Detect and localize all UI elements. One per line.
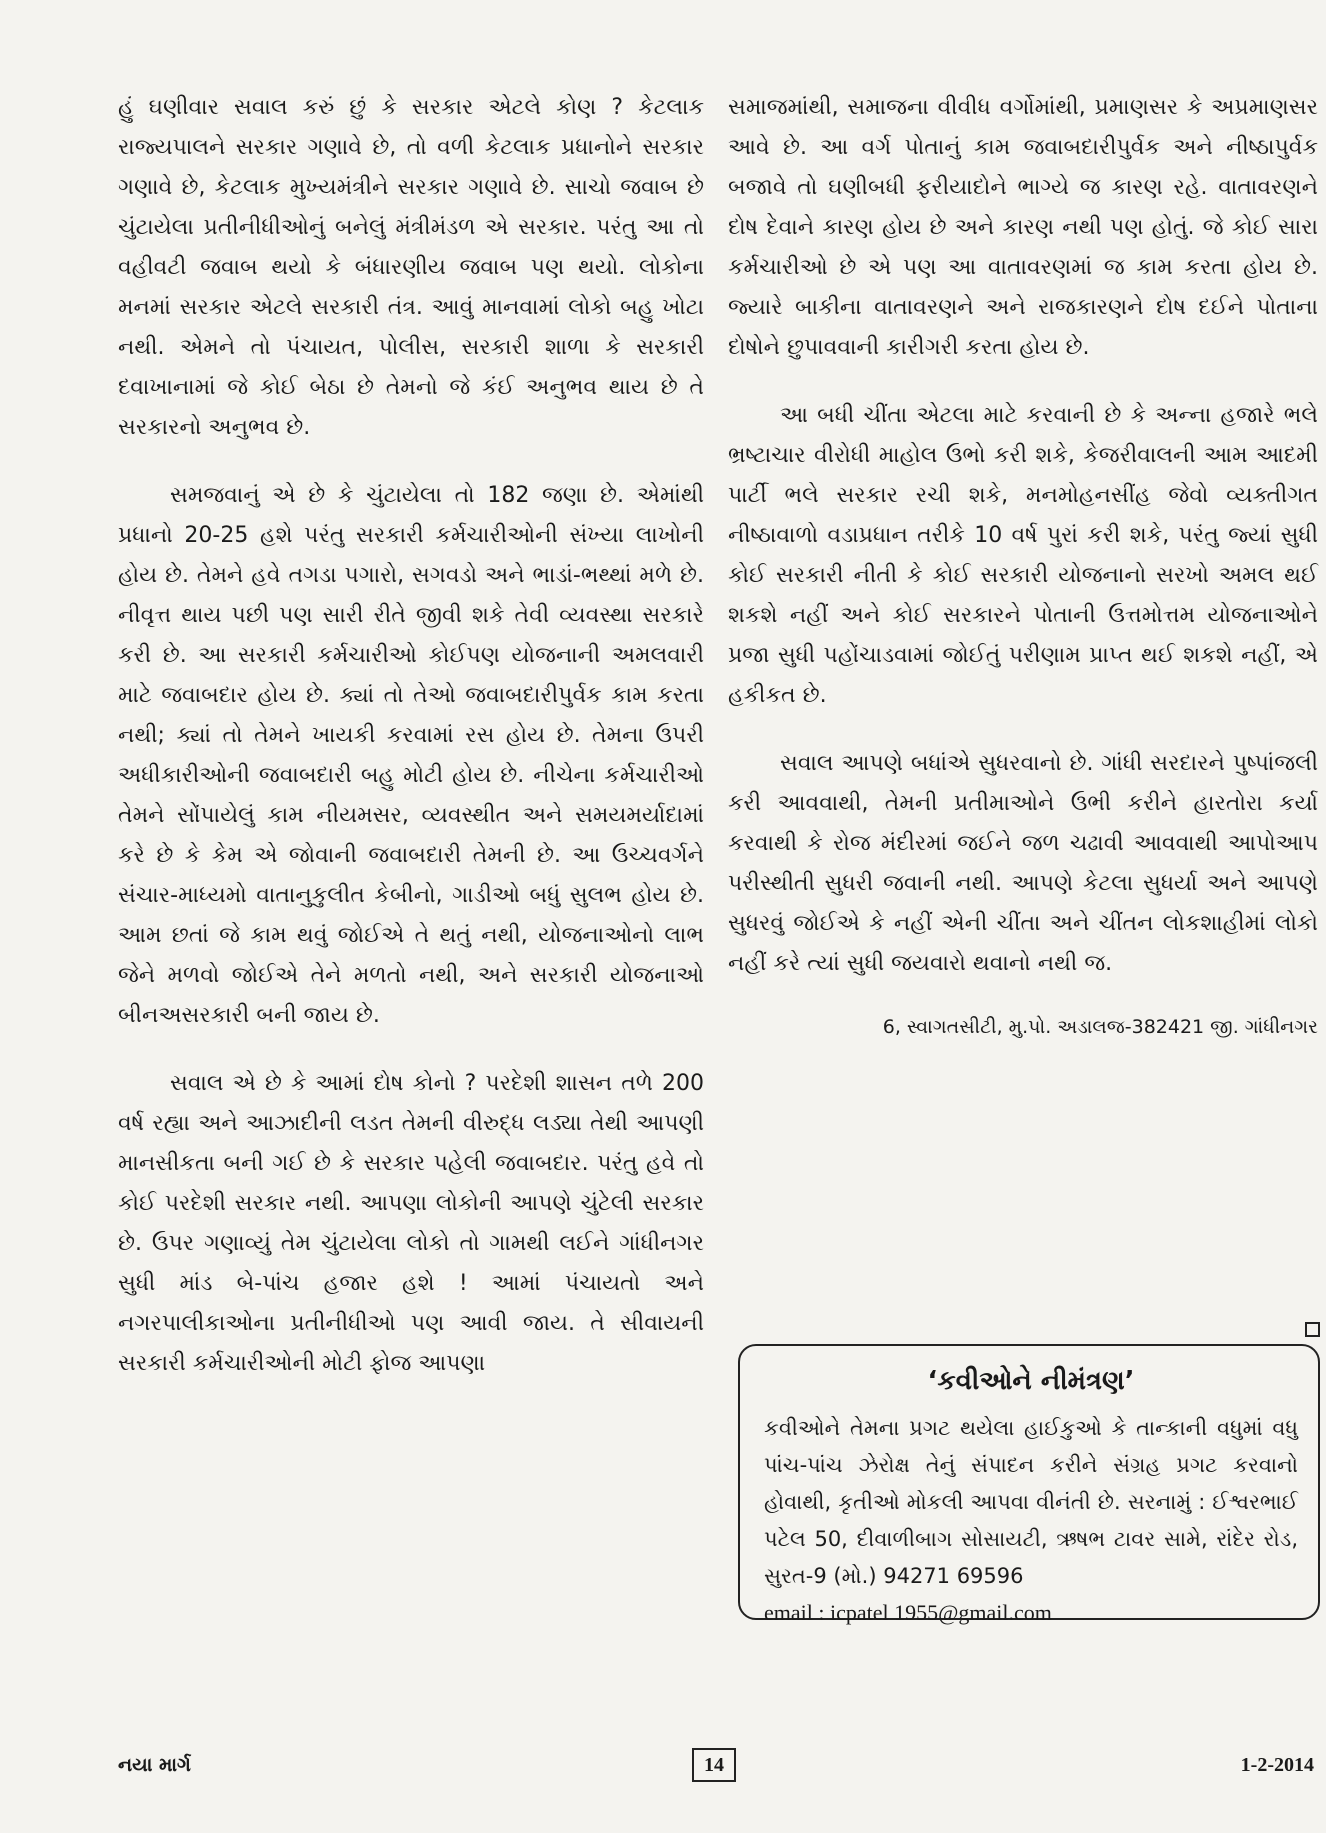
right-column — [728, 88, 1318, 1042]
left-column — [118, 88, 704, 1412]
invitation-email: email : icpatel 1955@gmail.com — [764, 1600, 1052, 1625]
article-paragraph: આ બધી ચીંતા એટલા માટે કરવાની છે કે અન્ના હજારે ભલે ભ્રષ્ટાચાર વીરોધી માહોલ ઉભો કરી શકે, કેજરીવાલની આમ આદમી પાર્ટી ભલે સરકાર રચી શકે, મનમોહનસીંહ જેવો વ્યક્તીગત નીષ્ઠાવાળો વડાપ્રધાન તરીકે 10 વર્ષ પુરાં કરી શકે, પરંતુ જ્યાં સુધી કોઈ સરકારી નીતી કે કોઈ સરકારી યોજનાનો સરખો અમલ થઈ શકશે નહીં અને કોઈ સરકારને પોતાની ઉત્તમોત્તમ યોજનાઓને પ્રજા સુધી પહોંચાડવામાં જોઈતું પરીણામ પ્રાપ્ત થઈ શકશે નહીં, એ હકીકત છે. — [728, 403, 1318, 708]
page-footer — [118, 1746, 1318, 1786]
invitation-title: ‘કવીઓને નીમંત્રણ’ — [927, 1366, 1135, 1396]
article-paragraph: સવાલ આપણે બધાંએ સુધરવાનો છે. ગાંધી સરદારને પુષ્પાંજલી કરી આવવાથી, તેમની પ્રતીમાઓને ઉભી કરીને હારતોરા કર્યા કરવાથી કે રોજ મંદીરમાં જઈને જળ ચઢાવી આવવાથી આપોઆપ પરીસ્થીતી સુધરી જવાની નથી. આપણે કેટલા સુધર્યા અને આપણે સુધરવું જોઈએ કે નહીં એની ચીંતા અને ચીંતન લોકશાહીમાં લોકો નહીં કરે ત્યાં સુધી જયવારો થવાનો નથી જ. — [728, 751, 1318, 976]
article-paragraph: હું ઘણીવાર સવાલ કરું છું કે સરકાર એટલે કોણ ? કેટલાક રાજ્યપાલને સરકાર ગણાવે છે, તો વળી કેટલાક પ્રધાનોને સરકાર ગણાવે છે, કેટલાક મુખ્યમંત્રીને સરકાર ગણાવે છે. સાચો જવાબ છે ચુંટાયેલા પ્રતીનીધીઓનું બનેલું મંત્રીમંડળ એ સરકાર. પરંતુ આ તો વહીવટી જવાબ થયો કે બંધારણીય જવાબ પણ થયો. લોકોના મનમાં સરકાર એટલે સરકારી તંત્ર. આવું માનવામાં લોકો બહુ ખોટા નથી. એમને તો પંચાયત, પોલીસ, સરકારી શાળા કે સરકારી દવાખાનામાં જે કોઈ બેઠા છે તેમનો જે કંઈ અનુભવ થાય છે તે સરકારનો અનુભવ છે. — [118, 95, 704, 440]
article-paragraph: સમજવાનું એ છે કે ચુંટાયેલા તો 182 જણા છે. એમાંથી પ્રધાનો 20-25 હશે પરંતુ સરકારી કર્મચારીઓની સંખ્યા લાખોની હોય છે. તેમને હવે તગડા પગારો, સગવડો અને ભાડાં-ભથ્થાં મળે છે. નીવૃત્ત થાય પછી પણ સારી રીતે જીવી શકે તેવી વ્યવસ્થા સરકારે કરી છે. આ સરકારી કર્મચારીઓ કોઈપણ યોજનાની અમલવારી માટે જવાબદાર હોય છે. ક્યાં તો તેઓ જવાબદારીપુર્વક કામ કરતા નથી; ક્યાં તો તેમને ખાયકી કરવામાં રસ હોય છે. તેમના ઉપરી અધીકારીઓની જવાબદારી બહુ મોટી હોય છે. નીચેના કર્મચારીઓ તેમને સોંપાયેલું કામ નીયમસર, વ્યવસ્થીત અને સમયમર્યાદામાં કરે છે કે કેમ એ જોવાની જવાબદારી તેમની છે. આ ઉચ્ચવર્ગને સંચાર-માધ્યમો વાતાનુકુલીત કેબીનો, ગાડીઓ બધું સુલભ હોય છે. આમ છતાં જે કામ થવું જોઈએ તે થતું નથી, યોજનાઓનો લાભ જેને મળવો જોઈએ તેને મળતો નથી, અને સરકારી યોજનાઓ બીનઅસરકારી બની જાય છે. — [118, 483, 704, 1028]
page-number: 14 — [692, 1748, 736, 1782]
invitation-box — [738, 1344, 1320, 1625]
issue-date: 1-2-2014 — [1240, 1754, 1314, 1776]
magazine-name: નયા માર્ગ — [118, 1754, 191, 1776]
article-paragraph: સવાલ એ છે કે આમાં દોષ કોનો ? પરદેશી શાસન તળે 200 વર્ષ રહ્યા અને આઝાદીની લડત તેમની વીરુદ્ધ લડ્યા તેથી આપણી માનસીકતા બની ગઈ છે કે સરકાર પહેલી જવાબદાર. પરંતુ હવે તો કોઈ પરદેશી સરકાર નથી. આપણા લોકોની આપણે ચુંટેલી સરકાર છે. ઉપર ગણાવ્યું તેમ ચુંટાયેલા લોકો તો ગામથી લઈને ગાંધીનગર સુધી માંડ બે-પાંચ હજાર હશે ! આમાં પંચાયતો અને નગરપાલીકાઓના પ્રતીનીધીઓ પણ આવી જાય. તે સીવાયની સરકારી કર્મચારીઓની મોટી ફોજ આપણા — [118, 1071, 704, 1376]
invitation-body: કવીઓને તેમના પ્રગટ થયેલા હાઈકુઓ કે તાન્કાની વધુમાં વધુ પાંચ-પાંચ ઝેરોક્ષ તેનું સંપાદન કરીને સંગ્રહ પ્રગટ કરવાનો હોવાથી, કૃતીઓ મોકલી આપવા વીનંતી છે. સરનામું : ઈશ્વરભાઈ પટેલ 50, દીવાળીબાગ સોસાયટી, ઋષભ ટાવર સામે, રાંદેર રોડ, સુરત-9 (મો.) 94271 69596 — [764, 1416, 1298, 1588]
article-paragraph: સમાજમાંથી, સમાજના વીવીધ વર્ગોમાંથી, પ્રમાણસર કે અપ્રમાણસર આવે છે. આ વર્ગ પોતાનું કામ જવાબદારીપુર્વક અને નીષ્ઠાપુર્વક બજાવે તો ઘણીબધી ફરીયાદોને ભાગ્યે જ કારણ રહે. વાતાવરણને દોષ દેવાને કારણ હોય છે અને કારણ નથી પણ હોતું. જે કોઈ સારા કર્મચારીઓ છે એ પણ આ વાતાવરણમાં જ કામ કરતા હોય છે. જ્યારે બાકીના વાતાવરણને અને રાજકારણને દોષ દઈને પોતાના દોષોને છુપાવવાની કારીગરી કરતા હોય છે. — [728, 95, 1318, 360]
article-end-mark — [1305, 1322, 1320, 1337]
author-address: 6, સ્વાગતસીટી, મુ.પો. અડાલજ-382421 જી. ગાંધીનગર — [882, 1016, 1318, 1038]
